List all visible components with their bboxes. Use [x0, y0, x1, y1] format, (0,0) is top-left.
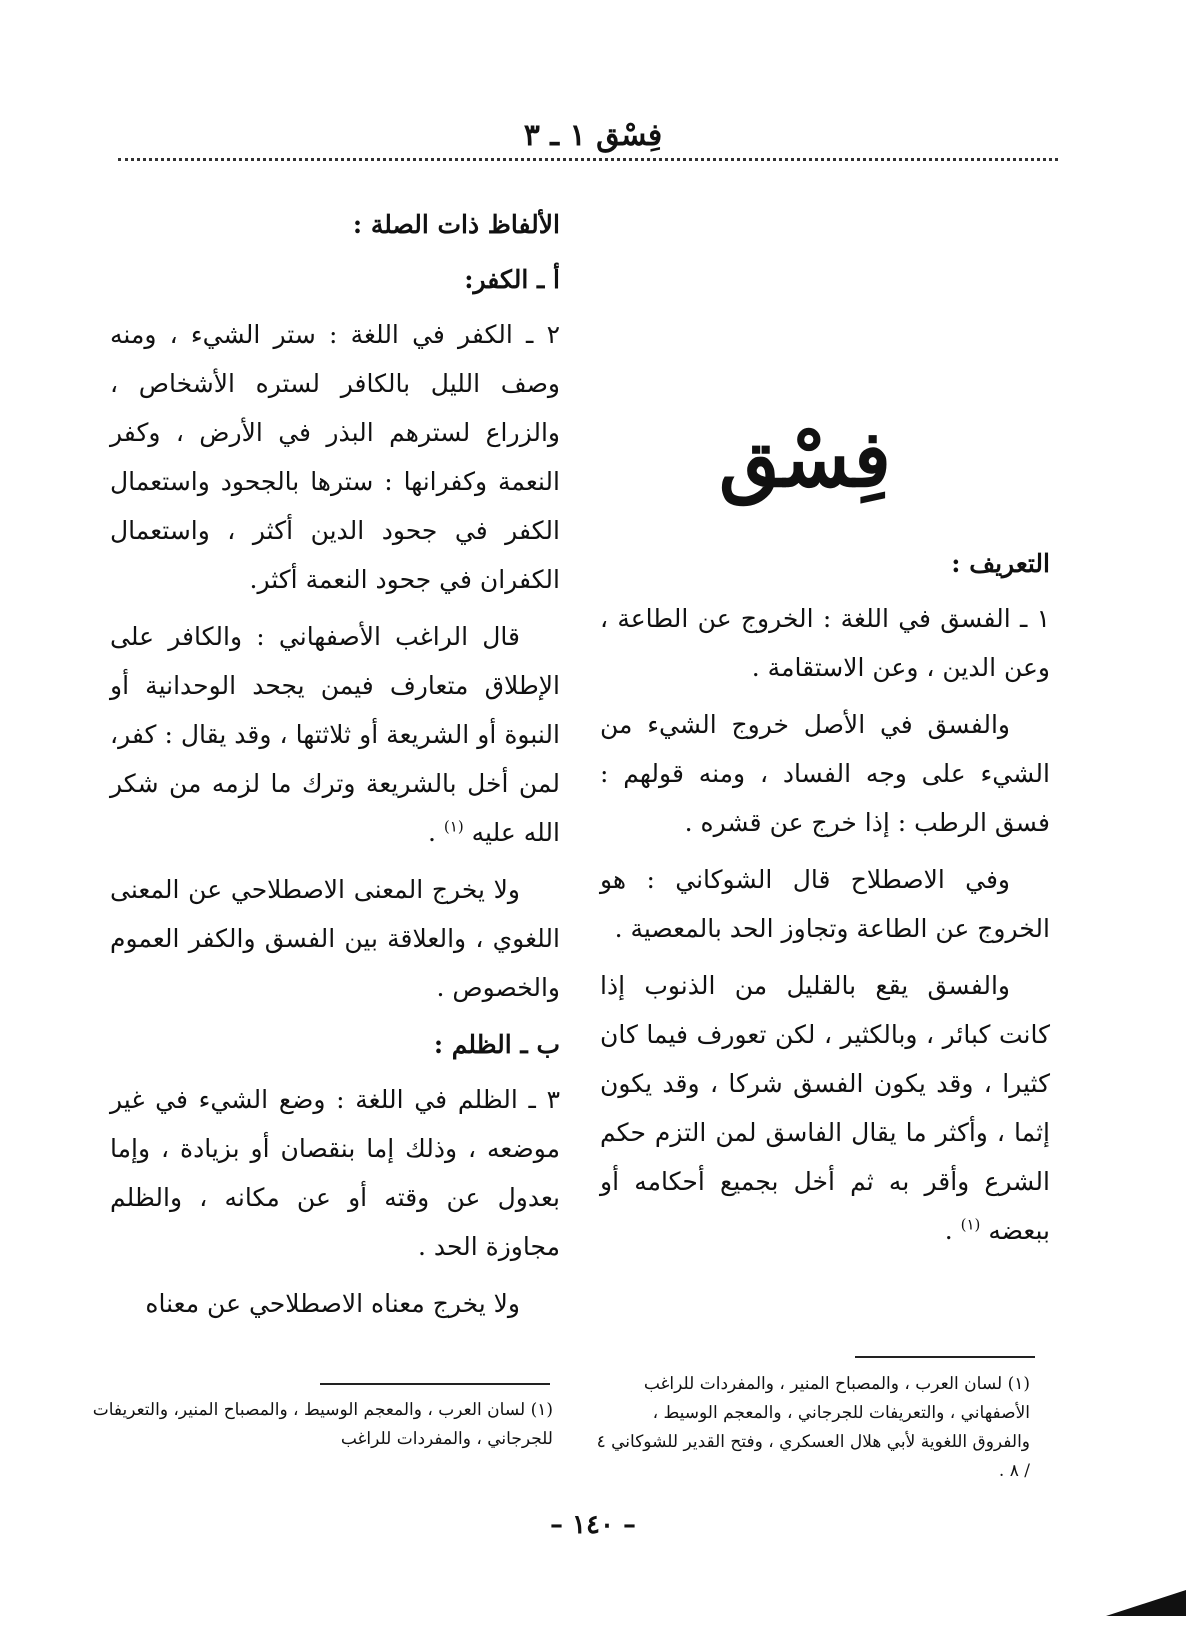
zulm-heading: ب ـ الظلم : [433, 1030, 560, 1059]
header-dotted-rule [118, 158, 1058, 161]
footnote-rule-right [855, 1356, 1035, 1358]
definition-paragraph-4-text: والفسق يقع بالقليل من الذنوب إذا كانت كبائر ، وبالكثير ، لكن تعورف فيما كان كثيرا ، وقد يكون الفسق شركا ، وقد يكون إثما ، وأكثر ما يقال الفاسق لمن التزم حكم الشرع وأقر به ثم أخل بجميع أحكامه أو ببعضه [600, 971, 1050, 1245]
entry-title: فِسْق [719, 414, 891, 505]
related-terms-heading: الألفاظ ذات الصلة : [352, 210, 560, 239]
definition-paragraph-2: والفسق في الأصل خروج الشيء من الشيء على وجه الفساد ، ومنه قولهم : فسق الرطب : إذا خرج عن قشره . [600, 710, 1050, 837]
footnote-left: (١) لسان العرب ، والمعجم الوسيط ، والمصباح المنير، والتعريفات للجرجاني ، والمفردات للراغب [92, 1400, 553, 1449]
zulm-paragraph-2: ولا يخرج معناه الاصطلاحي عن معناه [145, 1289, 520, 1318]
kufr-paragraph-1: ٢ ـ الكفر في اللغة : ستر الشيء ، ومنه وصف الليل بالكافر لستره الأشخاص ، والزراع لسترهم البذر في الأرض ، وكفر النعمة وكفرانها : سترها بالجحود واستعمال الكفر في جحود الدين أكثر ، واستعمال الكفران في جحود النعمة أكثر. [110, 320, 560, 594]
footnote-right: (١) لسان العرب ، والمصباح المنير ، والمفردات للراغب الأصفهاني ، والتعريفات للجرجاني ، والمعجم الوسيط ، والفروق اللغوية لأبي هلال العسكري ، وفتح القدير للشوكاني ٤ / ٨ . [596, 1374, 1030, 1481]
scan-corner-mark [1106, 1590, 1186, 1616]
footnote-marker: (١) [960, 1215, 981, 1234]
footnote-rule-left [320, 1383, 550, 1385]
kufr-paragraph-2-text: قال الراغب الأصفهاني : والكافر على الإطلاق متعارف فيمن يجحد الوحدانية أو النبوة أو الشريعة أو ثلاثتها ، وقد يقال : كفر، لمن أخل بالشريعة وترك ما لزمه من شكر الله عليه [110, 622, 560, 847]
kufr-paragraph-2: قال الراغب الأصفهاني : والكافر على الإطلاق متعارف فيمن يجحد الوحدانية أو النبوة أو الشريعة أو ثلاثتها ، وقد يقال : كفر، لمن أخل بالشريعة وترك ما لزمه من شكر الله عليه $^{(١)}$ . [110, 622, 560, 847]
definition-heading: التعريف : [951, 549, 1050, 578]
running-header: فِسْق ١ ـ ٣ [523, 118, 663, 153]
definition-paragraph-4: والفسق يقع بالقليل من الذنوب إذا كانت كبائر ، وبالكثير ، لكن تعورف فيما كان كثيرا ، وقد يكون الفسق شركا ، وقد يكون إثما ، وأكثر ما يقال الفاسق لمن التزم حكم الشرع وأقر به ثم أخل بجميع أحكامه أو ببعضه $^{(١)}$ . [600, 971, 1050, 1245]
kufr-heading: أ ـ الكفر: [464, 265, 560, 294]
zulm-paragraph-1: ٣ ـ الظلم في اللغة : وضع الشيء في غير موضعه ، وذلك إما بنقصان أو بزيادة ، وإما بعدول عن وقته أو عن مكانه ، والظلم مجاوزة الحد . [110, 1085, 560, 1261]
definition-paragraph-3: وفي الاصطلاح قال الشوكاني : هو الخروج عن الطاعة وتجاوز الحد بالمعصية . [600, 865, 1050, 943]
kufr-paragraph-3: ولا يخرج المعنى الاصطلاحي عن المعنى اللغوي ، والعلاقة بين الفسق والكفر العموم والخصوص . [110, 875, 560, 1002]
left-column [110, 200, 560, 1336]
footnote-marker: (١) [443, 817, 464, 836]
definition-paragraph-1: ١ ـ الفسق في اللغة : الخروج عن الطاعة ، وعن الدين ، وعن الاستقامة . [600, 604, 1050, 682]
right-column [600, 405, 1050, 1263]
page-number: – ١٤٠ – [549, 1510, 637, 1540]
